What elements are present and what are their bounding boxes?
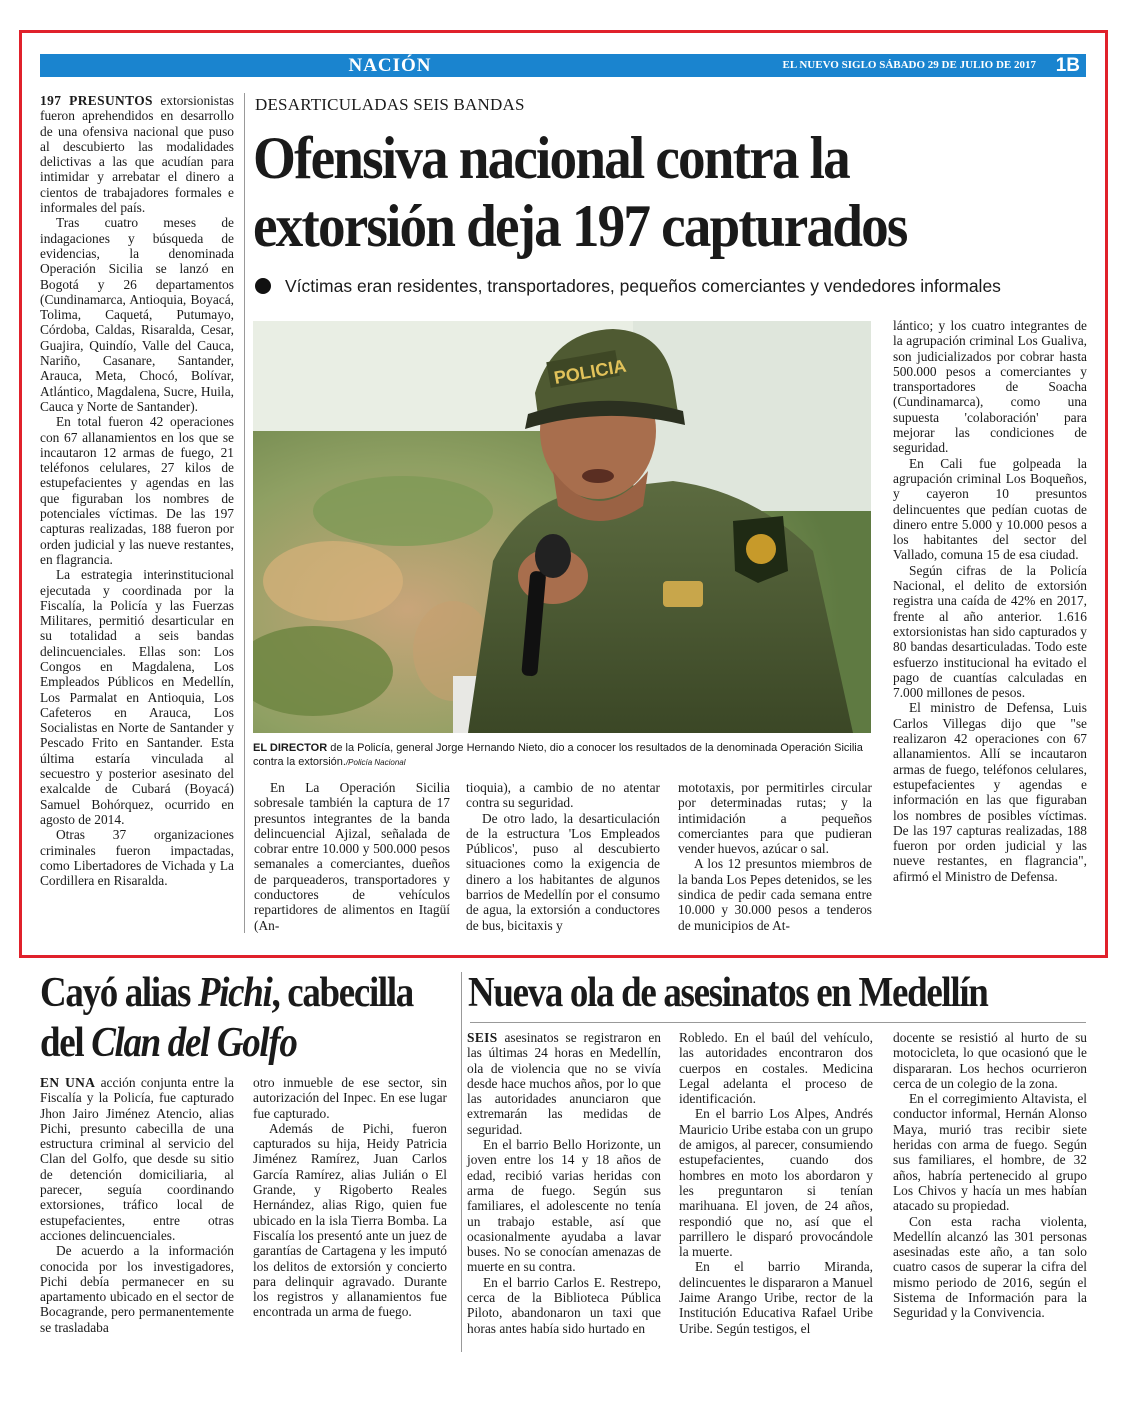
article1-bottom-col1: En La Operación Sicilia sobresale también la captura de 17 presuntos integrantes de la banda delincuencial Ajizal, señalada de cobrar entre 10.000 y 500.000 pesos semanales a comerciantes, dueños de parqueaderos, transportadores y conductores de vehículos repartidores de alimentos en Itagüí (An-: [254, 780, 450, 933]
body-paragraph: Otras 37 organizaciones criminales fueron impactadas, como Libertadores de Vichada y La Cordillera en Risaralda.: [40, 827, 234, 889]
article3-col1: SEIS asesinatos se registraron en las últimas 24 horas en Medellín, ola de violencia que no se vivía desde hace muchos años, por lo que las autoridades anunciaron que extremarán las medidas de seguridad. En el barrio Bello Horizonte, un joven entre los 14 y 18 años de edad, recibió varias heridas con arma de fuego. Según sus familiares, el adolescente no tenía un trabajo estable, así que ocasionalmente ayudaba a lavar buses. No se conocían amenazas de muerte en su contra. En el barrio Carlos E. Restrepo, cerca de la Biblioteca Pública Piloto, abandonaron un taxi que horas antes había sido hurtado en: [467, 1030, 661, 1336]
article-kicker: DESARTICULADAS SEIS BANDAS: [255, 95, 525, 114]
article1-right-column: lántico; y los cuatro integrantes de la agrupación criminal Los Gualiva, son judicializados por cobrar hasta 500.000 pesos a comerciantes y transportadores de Soacha (Cundinamarca), como una supuesta 'colaboración' para mejorar las condiciones de seguridad. En Cali fue golpeada la agrupación criminal Los Boqueños, y cayeron 10 presuntos delincuentes que pedían cuotas de dinero entre 5.000 y 10.000 pesos a los habitantes del sector del Vallado, comuna 15 de esa ciudad. Según cifras de la Policía Nacional, el delito de extorsión registra una caída de 42% en 2017, frente al año anterior. 1.616 extorsionistas han sido capturados y 80 bandas desarticuladas. Todo este esfuerzo institucional ha evitado el pago de cuantías calculadas en 7.000 millones de pesos. El ministro de Defensa, Luis Carlos Villegas dijo que "se realizaron 42 operaciones con 67 allanamientos. Allí se incautaron armas de fuego, teléfonos celulares, estupefacientes y agendas e información en las que figuraban los nombres de posibles víctimas. De las 197 capturas realizadas, 188 fueron por orden judicial y las nueve restantes, en flagrancia", afirmó el Ministro de Defensa.: [893, 318, 1087, 884]
headline-underline: [470, 1022, 1086, 1023]
column-divider: [461, 972, 462, 1352]
article3-headline: Nueva ola de asesinatos en Medellín: [468, 970, 988, 1016]
photo-credit: /Policía Nacional: [345, 758, 406, 767]
article-subheadline: Víctimas eran residentes, transportadores, pequeños comerciantes y vendedores informales: [255, 276, 1085, 297]
article2-headline: Cayó alias Pichi, cabecilla del Clan del Golfo: [40, 970, 413, 1066]
article1-bottom-col2: tioquia), a cambio de no atentar contra su seguridad. De otro lado, la desarticulación de la estructura 'Los Empleados Públicos', puso al descubierto situaciones como la exigencia de dinero a los habitantes de algunos barrios de Medellín por el consumo de agua, la extorsión a conductores de bus, bicitaxis y: [466, 780, 660, 933]
page-number: 1B: [1055, 55, 1080, 76]
body-paragraph: En total fueron 42 operaciones con 67 allanamientos en los que se incautaron 12 armas de fuego, 21 teléfonos celulares, 27 kilos de estupefacientes y agendas en las que figuraban los nombres de potenciales víctimas. De las 197 capturas realizadas, 188 fueron por orden judicial y las nueve restantes, en flagrancia.: [40, 414, 234, 567]
article2-col2: otro inmueble de ese sector, sin autorización del Inpec. En ese lugar fue capturado. Además de Pichi, fueron capturados su hija, Heidy Patricia Jiménez Ramírez, Juan Carlos García Ramírez, alias Julián o El Grande, y Rigoberto Reales Hernández, alias Rigo, quien fue ubicado en la isla Tierra Bomba. La Fiscalía los presentó ante un juez de garantías de Cartagena y les imputó los delitos de extorsión y concierto para delinquir agravado. Durante los registros y allanamientos fue encontrada un arma de fuego.: [253, 1075, 447, 1320]
body-paragraph: Tras cuatro meses de indagaciones y búsqueda de evidencias, la denominada Operación Sicilia se lanzó en Bogotá y 26 departamentos (Cundinamarca, Antioquia, Boyacá, Tolima, Caquetá, Putumayo, Córdoba, Caldas, Risaralda, Cesar, Guajira, Quindío, Valle del Cauca, Nariño, Casanare, Santander, Arauca, Meta, Chocó, Bolívar, Atlántico, Magdalena, Sucre, Huila, Cauca y Norte de Santander).: [40, 215, 234, 414]
article2-col1: EN UNA acción conjunta entre la Fiscalía y la Policía, fue capturado Jhon Jairo Jiménez Atencio, alias Pichi, presunto cabecilla de una estructura criminal al servicio del Clan del Golfo, que desde su sitio de detención domiciliaria, al parecer, seguía coordinando extorsiones, tráfico local de estupefacientes, entre otras acciones delincuenciales. De acuerdo a la información conocida por los investigadores, Pichi debía permanecer en su apartamento ubicado en el sector de Bocagrande, pero permanentemente se trasladaba: [40, 1075, 234, 1335]
lead-word: 197 PRESUNTOS: [40, 93, 153, 108]
section-name: NACIÓN: [348, 55, 432, 76]
body-paragraph: La estrategia interinstitucional ejecutada y coordinada por la Fiscalía, la Policía y las Fuerzas Militares, permitió desarticular en su totalidad a seis bandas delincuenciales. Ellas son: Los Congos en Magdalena, Los Empleados Públicos en Medellín, Los Parmalat en Antioquia, Los Cafeteros en Arauca, Los Socialistas en Norte de Santander y Pescado Frito en Santander. Esta última estaría vinculada al secuestro y posterior asesinato del exalcalde de Cubará (Boyacá) Samuel Bohórquez, ocurrido en agosto de 2014.: [40, 567, 234, 827]
section-header-bar: [40, 54, 1086, 77]
photo-caption: EL DIRECTOR de la Policía, general Jorge Hernando Nieto, dio a conocer los resultados de la denominada Operación Sicilia contra la extorsión./Policía Nacional: [253, 742, 863, 768]
date-line: EL NUEVO SIGLO SÁBADO 29 DE JULIO DE 2017: [782, 59, 1036, 71]
article3-col2: Robledo. En el baúl del vehículo, las autoridades encontraron dos cuerpos en costales. Medicina Legal adelanta el proceso de identificación. En el barrio Los Alpes, Andrés Mauricio Uribe estaba con un grupo de amigos, al parecer, consumiendo estupefacientes, cuando dos hombres en moto los abordaron y les preguntaron si tenían marihuana. El joven, de 24 años, respondió que no, así que el parrillero le disparó provocándole la muerte. En el barrio Miranda, delincuentes le dispararon a Manuel Jaime Arango Uribe, rector de la Institución Educativa Rafael Uribe Uribe. Según testigos, el: [679, 1030, 873, 1336]
article-headline: Ofensiva nacional contra la extorsión deja 197 capturados: [253, 125, 907, 259]
bullet-icon: [255, 278, 271, 294]
lead-word: EN UNA: [40, 1075, 96, 1090]
article1-left-column: [40, 93, 234, 888]
body-paragraph: extorsionistas fueron aprehendidos en desarrollo de una ofensiva nacional que puso al descubierto las modalidades delictivas a las que acudían para intimidar y arrebatar el dinero a cientos de trabajadores formales e informales del país.: [40, 93, 234, 216]
column-divider: [244, 93, 245, 933]
lead-word: SEIS: [467, 1030, 498, 1045]
article1-bottom-col3: mototaxis, por permitirles circular por determinadas rutas; y la intimidación a pequeños comerciantes para que pudieran vender huevos, azúcar o sal. A los 12 presuntos miembros de la banda Los Pepes detenidos, se les sindica de pedir cada semana entre 10.000 y 30.000 pesos a tenderos de municipios de At-: [678, 780, 872, 933]
cap-label: POLICIA: [552, 355, 628, 388]
police-director-photo: [253, 321, 871, 733]
article3-col3: docente se resistió al hurto de su motocicleta, lo que ocasionó que le dispararan. Los hechos ocurrieron cerca de un colegio de la zona. En el corregimiento Altavista, el conductor informal, Hernán Alonso Maya, murió tras recibir siete heridas con arma de fuego. Según sus familiares, el hombre, de 32 años, habría pertenecido al grupo Los Chivos y hacía un mes habían atacado su propiedad. Con esta racha violenta, Medellín alcanzó las 301 personas asesinadas este año, a tan solo cuatro casos de superar la cifra del mismo periodo de 2016, según el Sistema de Información para la Seguridad y la Convivencia.: [893, 1030, 1087, 1321]
